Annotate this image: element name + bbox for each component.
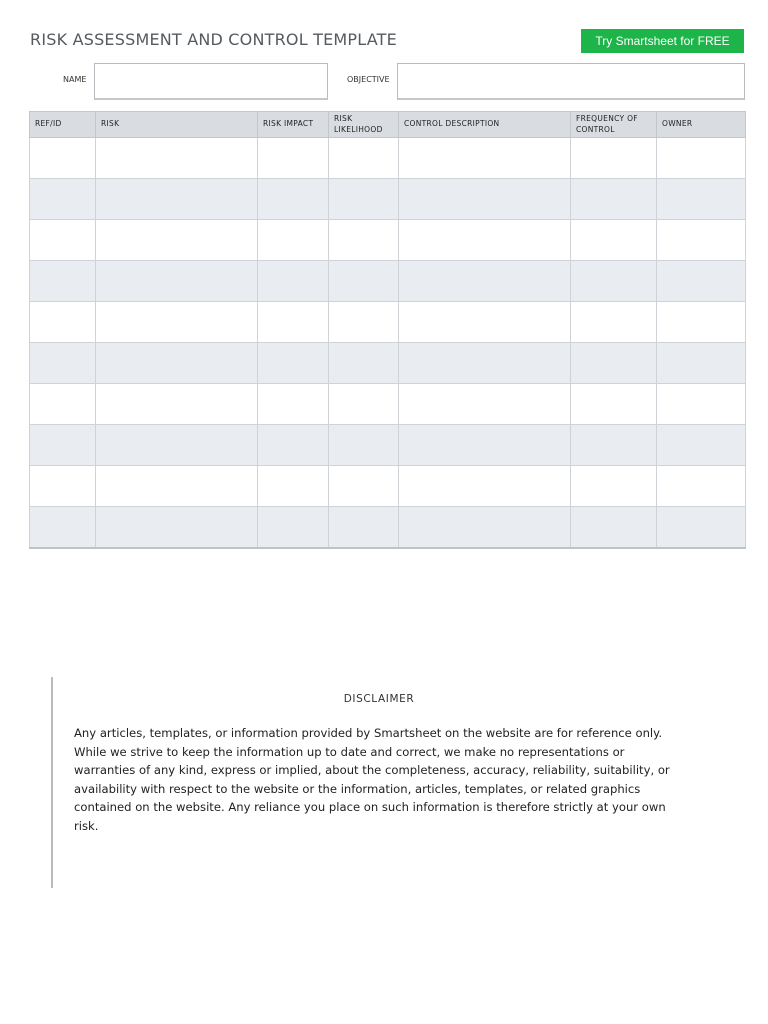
table-cell[interactable] [571,507,657,549]
table-cell[interactable] [329,261,399,302]
disclaimer-divider [51,677,53,888]
column-header-frequency-of-control: FREQUENCY OF CONTROL [571,112,657,138]
table-cell[interactable] [329,138,399,179]
table-cell[interactable] [96,466,258,507]
table-cell[interactable] [96,220,258,261]
table-cell[interactable] [399,507,571,549]
table-cell[interactable] [96,507,258,549]
table-cell[interactable] [329,507,399,549]
table-row [30,261,746,302]
table-cell[interactable] [399,466,571,507]
page-title: RISK ASSESSMENT AND CONTROL TEMPLATE [30,30,397,49]
table-cell[interactable] [30,466,96,507]
try-smartsheet-button[interactable]: Try Smartsheet for FREE [581,29,744,53]
table-header-row [30,112,746,138]
column-header-owner: OWNER [657,112,746,138]
table-row [30,138,746,179]
table-cell[interactable] [571,261,657,302]
table-cell[interactable] [329,220,399,261]
table-cell[interactable] [30,384,96,425]
table-row [30,343,746,384]
table-cell[interactable] [258,138,329,179]
table-cell[interactable] [657,302,746,343]
name-field[interactable] [94,63,328,100]
table-cell[interactable] [258,302,329,343]
table-cell[interactable] [657,466,746,507]
table-cell[interactable] [657,425,746,466]
table-cell[interactable] [657,507,746,549]
table-cell[interactable] [399,138,571,179]
table-cell[interactable] [399,261,571,302]
table-cell[interactable] [96,425,258,466]
table-cell[interactable] [329,425,399,466]
table-row [30,507,746,549]
table-cell[interactable] [30,138,96,179]
table-cell[interactable] [258,179,329,220]
table-row [30,466,746,507]
table-cell[interactable] [399,384,571,425]
table-cell[interactable] [657,384,746,425]
table-cell[interactable] [399,343,571,384]
table-row [30,384,746,425]
table-row [30,220,746,261]
table-cell[interactable] [329,343,399,384]
column-header-control-description: CONTROL DESCRIPTION [399,112,571,138]
table-cell[interactable] [258,466,329,507]
disclaimer-text: Any articles, templates, or information provided by Smartsheet on the website are for reference only. While we strive to keep the information up to date and correct, we make no representations or warranties of any kind, express or implied, about the completeness, accuracy, reliability, suitability, or availability with respect to the website or the information, articles, templates, or related graphics contained on the website. Any reliance you place on such information is therefore strictly at your own risk. [74,726,670,833]
table-cell[interactable] [329,302,399,343]
table-cell[interactable] [399,425,571,466]
disclaimer-title: DISCLAIMER [343,693,415,705]
table-cell[interactable] [258,425,329,466]
risk-table [29,111,746,549]
table-cell[interactable] [571,302,657,343]
table-cell[interactable] [399,302,571,343]
table-cell[interactable] [329,466,399,507]
table-cell[interactable] [657,179,746,220]
objective-field[interactable] [397,63,745,100]
table-cell[interactable] [258,507,329,549]
column-header-ref-id: REF/ID [30,112,96,138]
table-cell[interactable] [258,220,329,261]
table-cell[interactable] [571,220,657,261]
table-cell[interactable] [571,138,657,179]
table-cell[interactable] [657,138,746,179]
table-cell[interactable] [329,179,399,220]
table-cell[interactable] [258,343,329,384]
table-cell[interactable] [30,507,96,549]
table-cell[interactable] [258,261,329,302]
table-cell[interactable] [399,179,571,220]
table-cell[interactable] [30,179,96,220]
table-cell[interactable] [96,302,258,343]
table-cell[interactable] [30,261,96,302]
name-label: NAME [63,75,87,84]
table-body [30,138,746,549]
table-cell[interactable] [571,384,657,425]
table-cell[interactable] [30,425,96,466]
table-row [30,302,746,343]
table-cell[interactable] [571,343,657,384]
table-cell[interactable] [96,343,258,384]
table-cell[interactable] [657,261,746,302]
table-cell[interactable] [96,179,258,220]
table-cell[interactable] [96,138,258,179]
table-cell[interactable] [329,384,399,425]
table-cell[interactable] [30,343,96,384]
objective-label: OBJECTIVE [347,75,390,84]
table-cell[interactable] [30,220,96,261]
table-cell[interactable] [571,425,657,466]
column-header-risk: RISK [96,112,258,138]
table-row [30,425,746,466]
table-cell[interactable] [96,384,258,425]
table-row [30,179,746,220]
table-cell[interactable] [258,384,329,425]
column-header-risk-likelihood: RISK LIKELIHOOD [329,112,399,138]
table-cell[interactable] [399,220,571,261]
table-cell[interactable] [571,466,657,507]
table-cell[interactable] [657,220,746,261]
table-cell[interactable] [30,302,96,343]
table-cell[interactable] [657,343,746,384]
table-cell[interactable] [571,179,657,220]
table-cell[interactable] [96,261,258,302]
column-header-risk-impact: RISK IMPACT [258,112,329,138]
